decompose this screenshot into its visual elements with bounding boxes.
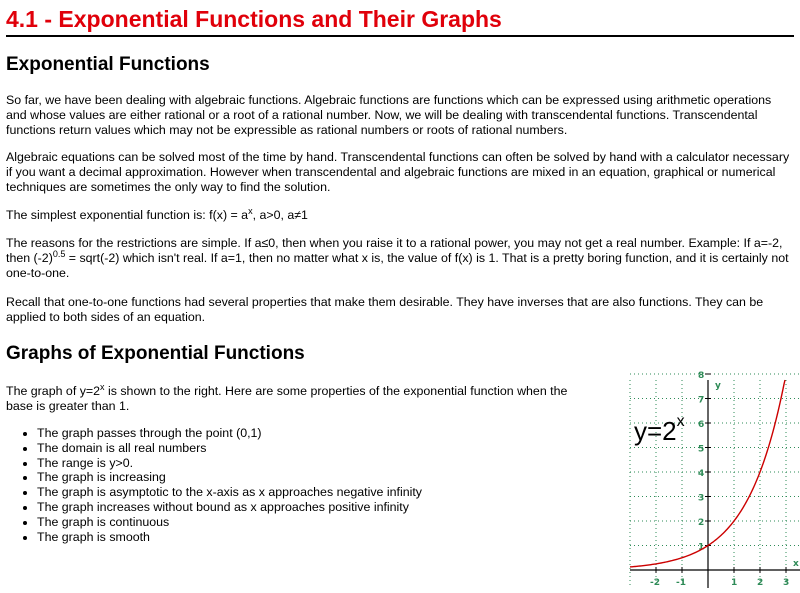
list-item: • The graph passes through the point (0,1) (37, 426, 422, 441)
x-tick-label: -2 (650, 578, 660, 588)
list-item: • The graph increases without bound as x approaches positive infinity (37, 500, 422, 515)
y-tick-label: 2 (698, 518, 705, 528)
list-item: • The domain is all real numbers (37, 441, 422, 456)
y-tick-label: 5 (698, 444, 705, 455)
list-item: • The graph is smooth (37, 530, 422, 545)
y-tick-label: 3 (698, 493, 705, 504)
title-divider (6, 35, 794, 37)
paragraph-simplest-function (6, 205, 792, 223)
simplest-function-text: The simplest exponential function is: f(x) = a (6, 208, 249, 222)
graph-intro-end: is shown to the right. Here are some properties of the exponential function when the base is greater than 1. (6, 384, 568, 413)
exponential-graph (630, 371, 800, 588)
exponent-x: x (248, 205, 253, 216)
y-axis-label: y (715, 381, 721, 391)
graph-equation-label (634, 413, 685, 451)
paragraph-restrictions (6, 236, 792, 281)
list-item: • The graph is asymptotic to the x-axis as x approaches negative infinity (37, 485, 422, 500)
list-item: • The graph is continuous (37, 515, 422, 530)
paragraph-algebraic-functions: So far, we have been dealing with algebraic functions. Algebraic functions are functions which can be expressed using arithmetic operations and whose values are either rational or a root of a rational number. Now, we will be dealing with transcendental functions. Transcendental functions return values which may not be expressible as rational numbers or roots of rational numbers. (6, 93, 772, 137)
x-tick-label: 1 (731, 578, 738, 588)
x-axis-label: x (793, 559, 799, 569)
restrictions-text-end: = sqrt(-2) which isn't real. If a=1, then no matter what x is, the value of f(x) is 1. That is a pretty boring function, and it is certainly not one-to-one. (6, 251, 789, 280)
graph-equation-base: y=2 (634, 416, 677, 446)
graph-equation-exponent: x (676, 413, 685, 430)
x-tick-label: -1 (676, 578, 686, 588)
exponent-half: 0.5 (52, 248, 66, 259)
list-item: • The range is y>0. (37, 456, 422, 471)
page-title: 4.1 - Exponential Functions and Their Graphs (6, 6, 502, 32)
y-tick-label: 8 (698, 371, 705, 381)
graph-intro-start: The graph of y=2 (6, 384, 101, 398)
restrictions-text-start: The reasons for the restrictions are simple. If a≤0, then when you raise it to a rational power, you may not get a real number. Example: If a=-2, then (-2) (6, 236, 783, 265)
paragraph-solving-equations: Algebraic equations can be solved most of the time by hand. Transcendental functions can often be solved by hand with a calculator necessary if you want a decimal approximation. However when transcendental and algebraic functions are mixed in an equation, graphical or numerical techniques are sometimes the only way to find the solution. (6, 150, 790, 194)
graph-canvas (630, 371, 800, 588)
exponent-x-intro: x (100, 381, 105, 392)
x-tick-label: 2 (757, 578, 764, 588)
graph-ticks (650, 371, 789, 588)
x-tick-label: 3 (783, 578, 790, 588)
graph-grid (630, 374, 800, 588)
y-tick-label: 1 (698, 542, 705, 553)
section-heading-graphs: Graphs of Exponential Functions (6, 343, 305, 364)
paragraph-one-to-one: Recall that one-to-one functions had several properties that make them desirable. They have inverses that are also functions. They can be applied to both sides of an equation. (6, 295, 764, 324)
simplest-function-conditions: , a>0, a≠1 (252, 208, 308, 222)
y-tick-label: 6 (698, 420, 705, 430)
properties-list (20, 426, 422, 544)
list-item: • The graph is increasing (37, 470, 422, 485)
paragraph-graph-intro (6, 381, 591, 414)
y-tick-label: 4 (698, 469, 705, 479)
section-heading-exponential-functions: Exponential Functions (6, 54, 210, 75)
y-tick-label: 7 (698, 395, 705, 406)
